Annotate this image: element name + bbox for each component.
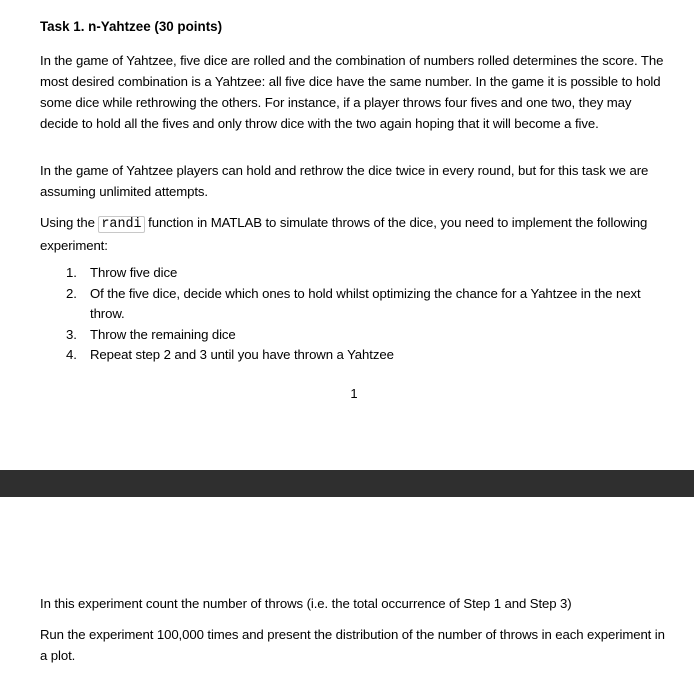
step-number: 3. bbox=[66, 326, 77, 342]
list-item bbox=[66, 263, 670, 284]
step-text: Throw the remaining dice bbox=[90, 326, 236, 342]
instructions-text-after: function in MATLAB to simulate throws of the dice, you need to implement the following experiment: bbox=[40, 215, 648, 253]
task-title: Task 1. n-Yahtzee (30 points) bbox=[40, 19, 223, 34]
step-text: Of the five dice, decide which ones to hold whilst optimizing the chance for a Yahtzee in the next throw. bbox=[90, 285, 641, 321]
step-text: Throw five dice bbox=[90, 265, 178, 280]
page-number: 1 bbox=[350, 386, 358, 401]
instructions-text-before: Using the bbox=[40, 215, 99, 230]
list-item bbox=[66, 325, 670, 346]
step-text: Repeat step 2 and 3 until you have thrown a Yahtzee bbox=[90, 347, 394, 362]
randi-code: randi bbox=[98, 216, 144, 233]
list-item bbox=[66, 284, 670, 325]
experiment-steps-list bbox=[66, 263, 670, 366]
run-experiment-paragraph: Run the experiment 100,000 times and present the distribution of the number of throws in each experiment in a plot. bbox=[40, 627, 665, 663]
page-separator bbox=[0, 470, 694, 497]
list-item bbox=[66, 345, 670, 366]
intro-paragraph: In the game of Yahtzee, five dice are rolled and the combination of numbers rolled determines the score. The most desired combination is a Yahtzee: all five dice have the same number. In the game it is possible to hold some dice while rethrowing the others. For instance, if a player throws four fives and one two, they may decide to hold all the fives and only throw dice with the two again hoping that it will become a five. bbox=[40, 53, 664, 131]
count-throws-paragraph: In this experiment count the number of throws (i.e. the total occurrence of Step 1 and Step 3) bbox=[40, 596, 572, 611]
document-page-2 bbox=[0, 497, 694, 700]
step-number: 2. bbox=[66, 285, 77, 301]
attempts-paragraph: In the game of Yahtzee players can hold and rethrow the dice twice in every round, but for this task we are assuming unlimited attempts. bbox=[40, 163, 649, 199]
step-number: 1. bbox=[66, 265, 77, 280]
step-number: 4. bbox=[66, 347, 77, 362]
instructions-paragraph bbox=[40, 212, 668, 256]
